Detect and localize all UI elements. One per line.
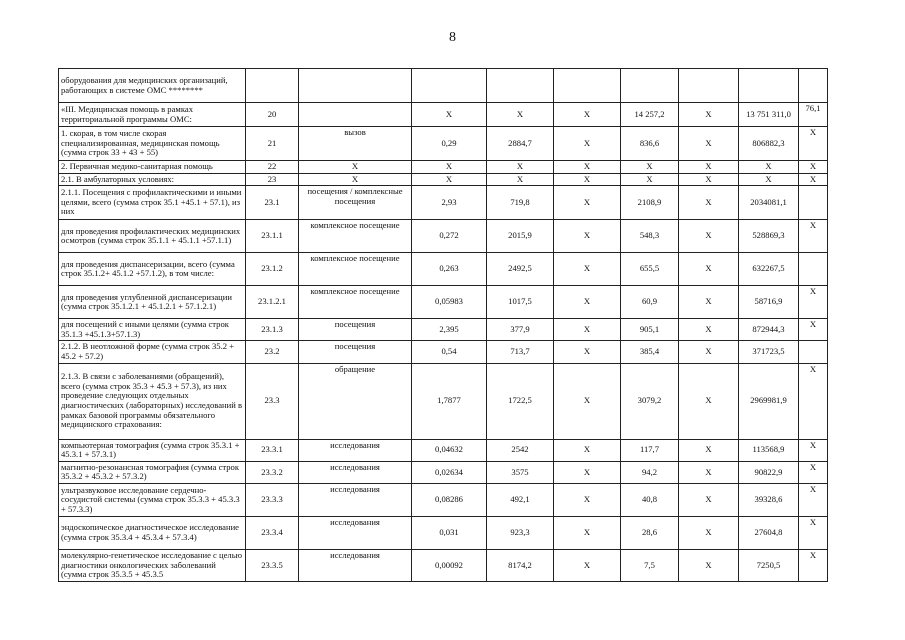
per-capita-budget: X <box>554 461 621 483</box>
per-capita-oms: X <box>621 173 679 186</box>
per-capita-budget: X <box>554 103 621 127</box>
unit-of-measure: исследования <box>299 483 412 516</box>
table-row <box>59 161 828 174</box>
cost-norm: 923,3 <box>487 516 554 549</box>
row-number: 23.3.3 <box>246 483 299 516</box>
per-capita-oms: 385,4 <box>621 341 679 363</box>
unit-of-measure: исследования <box>299 439 412 461</box>
page-number: 8 <box>449 30 456 45</box>
cost-norm <box>487 69 554 103</box>
per-capita-oms: 28,6 <box>621 516 679 549</box>
row-description: для посещений с иными целями (сумма строк 35.1.3 +45.1.3+57.1.3) <box>59 319 246 341</box>
per-capita-budget: X <box>554 483 621 516</box>
volume-norm: 0,29 <box>412 127 487 161</box>
share-percent: X <box>799 461 828 483</box>
total-budget: X <box>679 103 739 127</box>
row-description: оборудования для медицинских организаций, работающих в системе ОМС ******** <box>59 69 246 103</box>
row-number: 23.3.1 <box>246 439 299 461</box>
table-row <box>59 220 828 253</box>
per-capita-oms: 836,6 <box>621 127 679 161</box>
per-capita-budget: X <box>554 319 621 341</box>
total-budget: X <box>679 439 739 461</box>
share-percent: X <box>799 173 828 186</box>
share-percent <box>799 186 828 220</box>
row-number: 23.1.1 <box>246 220 299 253</box>
total-oms: 27604,8 <box>739 516 799 549</box>
total-budget: X <box>679 161 739 174</box>
row-number: 21 <box>246 127 299 161</box>
table-row <box>59 363 828 439</box>
row-number: 23 <box>246 173 299 186</box>
unit-of-measure: X <box>299 161 412 174</box>
total-oms: 39328,6 <box>739 483 799 516</box>
total-budget: X <box>679 220 739 253</box>
per-capita-budget <box>554 69 621 103</box>
table-row <box>59 286 828 319</box>
unit-of-measure: посещения <box>299 341 412 363</box>
row-number: 23.3 <box>246 363 299 439</box>
total-budget: X <box>679 516 739 549</box>
cost-norm: X <box>487 161 554 174</box>
share-percent: X <box>799 220 828 253</box>
cost-norm: 8174,2 <box>487 549 554 581</box>
per-capita-oms: 7,5 <box>621 549 679 581</box>
row-description: 1. скорая, в том числе скорая специализированная, медицинская помощь (сумма строк 33 + 43 + 55) <box>59 127 246 161</box>
unit-of-measure: посещения / комплексные посещения <box>299 186 412 220</box>
row-description: 2. Первичная медико-санитарная помощь <box>59 161 246 174</box>
unit-of-measure: комплексное посещение <box>299 286 412 319</box>
share-percent: X <box>799 286 828 319</box>
unit-of-measure: комплексное посещение <box>299 220 412 253</box>
total-oms: 528869,3 <box>739 220 799 253</box>
volume-norm <box>412 69 487 103</box>
total-budget: X <box>679 483 739 516</box>
table-row <box>59 461 828 483</box>
per-capita-oms: 94,2 <box>621 461 679 483</box>
row-description: 2.1.3. В связи с заболеваниями (обращений), всего (сумма строк 35.3 + 45.3 + 57.3), из них проведение следующих отдельных диагностических (лабораторных) исследований в рамках базовой программы обязательного медицинского страхования: <box>59 363 246 439</box>
per-capita-oms: X <box>621 161 679 174</box>
total-budget: X <box>679 127 739 161</box>
row-number: 23.1.2 <box>246 253 299 286</box>
cost-norm: 2492,5 <box>487 253 554 286</box>
table-row <box>59 549 828 581</box>
per-capita-budget: X <box>554 363 621 439</box>
cost-norm: 1017,5 <box>487 286 554 319</box>
row-number: 23.1 <box>246 186 299 220</box>
volume-norm: 0,54 <box>412 341 487 363</box>
share-percent: X <box>799 161 828 174</box>
cost-norm: 719,8 <box>487 186 554 220</box>
per-capita-budget: X <box>554 439 621 461</box>
row-description: молекулярно-генетическое исследование с целью диагностики онкологических заболеваний (сумма строк 35.3.5 + 45.3.5 <box>59 549 246 581</box>
table-row <box>59 69 828 103</box>
total-budget: X <box>679 253 739 286</box>
per-capita-oms: 2108,9 <box>621 186 679 220</box>
volume-norm: 0,00092 <box>412 549 487 581</box>
share-percent: X <box>799 483 828 516</box>
row-number: 22 <box>246 161 299 174</box>
per-capita-oms: 548,3 <box>621 220 679 253</box>
volume-norm: X <box>412 173 487 186</box>
volume-norm: 0,272 <box>412 220 487 253</box>
cost-norm: 2884,7 <box>487 127 554 161</box>
per-capita-oms <box>621 69 679 103</box>
table-row <box>59 516 828 549</box>
per-capita-budget: X <box>554 549 621 581</box>
total-oms: 90822,9 <box>739 461 799 483</box>
volume-norm: 2,395 <box>412 319 487 341</box>
total-budget: X <box>679 186 739 220</box>
share-percent: 76,1 <box>799 103 828 127</box>
cost-norm: 713,7 <box>487 341 554 363</box>
row-number: 23.1.3 <box>246 319 299 341</box>
total-oms: 806882,3 <box>739 127 799 161</box>
total-budget: X <box>679 363 739 439</box>
row-number: 23.3.5 <box>246 549 299 581</box>
per-capita-budget: X <box>554 173 621 186</box>
volume-norm: 0,04632 <box>412 439 487 461</box>
unit-of-measure: исследования <box>299 549 412 581</box>
row-description: «III. Медицинская помощь в рамках территориальной программы ОМС: <box>59 103 246 127</box>
total-oms: 872944,3 <box>739 319 799 341</box>
total-budget: X <box>679 549 739 581</box>
unit-of-measure <box>299 103 412 127</box>
cost-norm: X <box>487 103 554 127</box>
row-number: 20 <box>246 103 299 127</box>
per-capita-oms: 14 257,2 <box>621 103 679 127</box>
table-row <box>59 103 828 127</box>
unit-of-measure: исследования <box>299 461 412 483</box>
volume-norm: X <box>412 103 487 127</box>
volume-norm: 0,031 <box>412 516 487 549</box>
unit-of-measure: исследования <box>299 516 412 549</box>
per-capita-budget: X <box>554 186 621 220</box>
unit-of-measure: X <box>299 173 412 186</box>
volume-norm: 0,05983 <box>412 286 487 319</box>
share-percent <box>799 69 828 103</box>
share-percent: X <box>799 516 828 549</box>
unit-of-measure: комплексное посещение <box>299 253 412 286</box>
per-capita-oms: 40,8 <box>621 483 679 516</box>
table-row <box>59 483 828 516</box>
row-description: 2.1.2. В неотложной форме (сумма строк 35.2 + 45.2 + 57.2) <box>59 341 246 363</box>
total-oms: 58716,9 <box>739 286 799 319</box>
cost-norm: X <box>487 173 554 186</box>
table-row <box>59 439 828 461</box>
table-row <box>59 319 828 341</box>
unit-of-measure: посещения <box>299 319 412 341</box>
per-capita-oms: 3079,2 <box>621 363 679 439</box>
row-number: 23.3.2 <box>246 461 299 483</box>
total-budget <box>679 69 739 103</box>
unit-of-measure <box>299 69 412 103</box>
cost-norm: 1722,5 <box>487 363 554 439</box>
per-capita-budget: X <box>554 286 621 319</box>
total-oms: 632267,5 <box>739 253 799 286</box>
row-description: 2.1. В амбулаторных условиях: <box>59 173 246 186</box>
volume-norm: 0,08286 <box>412 483 487 516</box>
total-budget: X <box>679 461 739 483</box>
row-description: для проведения профилактических медицинских осмотров (сумма строк 35.1.1 + 45.1.1 +57.1.1) <box>59 220 246 253</box>
cost-norm: 377,9 <box>487 319 554 341</box>
cost-norm: 2542 <box>487 439 554 461</box>
total-oms: 2034081,1 <box>739 186 799 220</box>
per-capita-budget: X <box>554 516 621 549</box>
total-oms: 2969981,9 <box>739 363 799 439</box>
volume-norm: 1,7877 <box>412 363 487 439</box>
row-description: компьютерная томография (сумма строк 35.3.1 + 45.3.1 + 57.3.1) <box>59 439 246 461</box>
row-description: для проведения углубленной диспансеризации (сумма строк 35.1.2.1 + 45.1.2.1 + 57.1.2.1) <box>59 286 246 319</box>
total-budget: X <box>679 319 739 341</box>
total-oms: X <box>739 161 799 174</box>
share-percent: X <box>799 127 828 161</box>
cost-norm: 492,1 <box>487 483 554 516</box>
per-capita-oms: 655,5 <box>621 253 679 286</box>
total-budget: X <box>679 341 739 363</box>
total-oms: 113568,9 <box>739 439 799 461</box>
per-capita-oms: 60,9 <box>621 286 679 319</box>
volume-norm: 2,93 <box>412 186 487 220</box>
row-number: 23.3.4 <box>246 516 299 549</box>
table-row <box>59 173 828 186</box>
table-row <box>59 186 828 220</box>
per-capita-oms: 117,7 <box>621 439 679 461</box>
per-capita-budget: X <box>554 127 621 161</box>
total-budget: X <box>679 286 739 319</box>
volume-norm: 0,263 <box>412 253 487 286</box>
share-percent <box>799 253 828 286</box>
per-capita-oms: 905,1 <box>621 319 679 341</box>
share-percent <box>799 341 828 363</box>
total-oms: 7250,5 <box>739 549 799 581</box>
data-table <box>58 68 828 582</box>
share-percent: X <box>799 363 828 439</box>
cost-norm: 3575 <box>487 461 554 483</box>
share-percent: X <box>799 439 828 461</box>
share-percent: X <box>799 319 828 341</box>
row-description: магнитно-резонансная томография (сумма строк 35.3.2 + 45.3.2 + 57.3.2) <box>59 461 246 483</box>
row-description: 2.1.1. Посещения с профилактическими и иными целями, всего (сумма строк 35.1 +45.1 + 57.1), из них <box>59 186 246 220</box>
total-budget: X <box>679 173 739 186</box>
share-percent: X <box>799 549 828 581</box>
volume-norm: X <box>412 161 487 174</box>
table-row <box>59 341 828 363</box>
per-capita-budget: X <box>554 220 621 253</box>
per-capita-budget: X <box>554 341 621 363</box>
total-oms: 371723,5 <box>739 341 799 363</box>
per-capita-budget: X <box>554 253 621 286</box>
unit-of-measure: обращение <box>299 363 412 439</box>
unit-of-measure: вызов <box>299 127 412 161</box>
row-description: ультразвуковое исследование сердечно-сосудистой системы (сумма строк 35.3.3 + 45.3.3 + 57.3.3) <box>59 483 246 516</box>
table-row <box>59 127 828 161</box>
row-number: 23.1.2.1 <box>246 286 299 319</box>
row-description: эндоскопическое диагностическое исследование (сумма строк 35.3.4 + 45.3.4 + 57.3.4) <box>59 516 246 549</box>
table-row <box>59 253 828 286</box>
cost-norm: 2015,9 <box>487 220 554 253</box>
total-oms: X <box>739 173 799 186</box>
per-capita-budget: X <box>554 161 621 174</box>
table-body <box>59 69 828 582</box>
row-description: для проведения диспансеризации, всего (сумма строк 35.1.2+ 45.1.2 +57.1.2), в том числе: <box>59 253 246 286</box>
row-number: 23.2 <box>246 341 299 363</box>
total-oms: 13 751 311,0 <box>739 103 799 127</box>
row-number <box>246 69 299 103</box>
volume-norm: 0,02634 <box>412 461 487 483</box>
total-oms <box>739 69 799 103</box>
